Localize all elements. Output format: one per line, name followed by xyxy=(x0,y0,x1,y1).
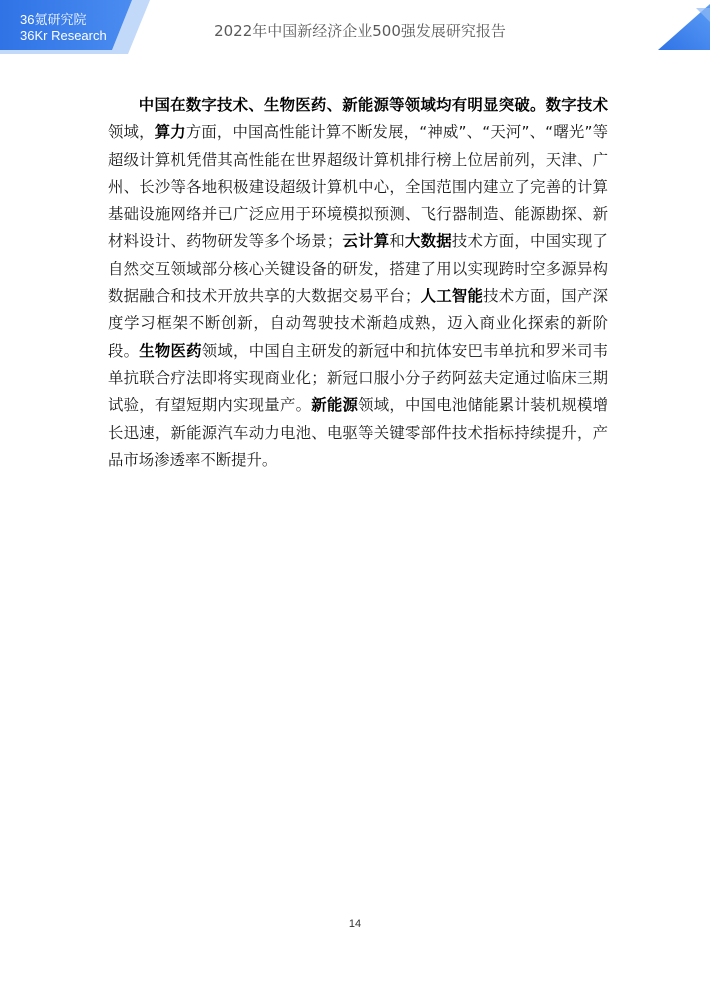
main-paragraph xyxy=(108,92,608,474)
text-segment: 和 xyxy=(389,232,405,251)
corner-decoration-shape xyxy=(638,0,710,54)
keyword-cloud-computing: 云计算 xyxy=(342,232,390,251)
page-number: 14 xyxy=(348,918,362,930)
brand-name-en: 36Kr Research xyxy=(20,28,107,43)
text-segment: 领域，中国电池储能累计装机规模增长迅速，新能源汽车动力电池、电驱等关键零部件技术指标持续提升，产品市场渗透率不断提升。 xyxy=(108,396,608,469)
brand-logo-block xyxy=(0,0,160,54)
keyword-new-energy: 新能源 xyxy=(311,396,359,415)
report-title: 2022年中国新经济企业500强发展研究报告 xyxy=(214,22,506,40)
brand-name xyxy=(20,12,107,44)
text-segment: 方面，中国高性能计算不断发展，“神威”、“天河”、“曙光”等超级计算机凭借其高性能在世界超级计算机排行榜上位居前列，天津、广州、长沙等各地积极建设超级计算机中心，全国范围内建立了完善的计算基础设施网络并已广泛应用于环境模拟预测、飞行器制造、能源勘探、新材料设计、药物研发等多个场景； xyxy=(108,123,608,251)
text-segment: 领域，中国自主研发的新冠中和抗体安巴韦单抗和罗米司韦单抗联合疗法即将实现商业化；新冠口服小分子药阿兹夫定通过临床三期试验，有望短期内实现量产。 xyxy=(108,341,608,415)
keyword-computing-power: 算力 xyxy=(154,123,186,142)
brand-name-cn: 36氪研究院 xyxy=(20,12,87,27)
page-header xyxy=(0,0,710,60)
keyword-ai: 人工智能 xyxy=(420,287,484,306)
keyword-digital-tech: 数字技术 xyxy=(545,96,608,114)
text-segment: 技术方面，国产深度学习框架不断创新，自动驾驶技术渐趋成熟，迈入商业化探索的新阶段。 xyxy=(108,287,608,360)
lead-sentence: 中国在数字技术、生物医药、新能源等领域均有明显突破。 xyxy=(138,96,546,114)
text-segment: 领域， xyxy=(108,123,155,142)
keyword-big-data: 大数据 xyxy=(405,232,452,251)
keyword-biomedicine: 生物医药 xyxy=(139,341,202,360)
text-segment: 技术方面，中国实现了自然交互领域部分核心关键设备的研发，搭建了用以实现跨时空多源异构数据融合和技术开放共享的大数据交易平台； xyxy=(108,232,608,306)
